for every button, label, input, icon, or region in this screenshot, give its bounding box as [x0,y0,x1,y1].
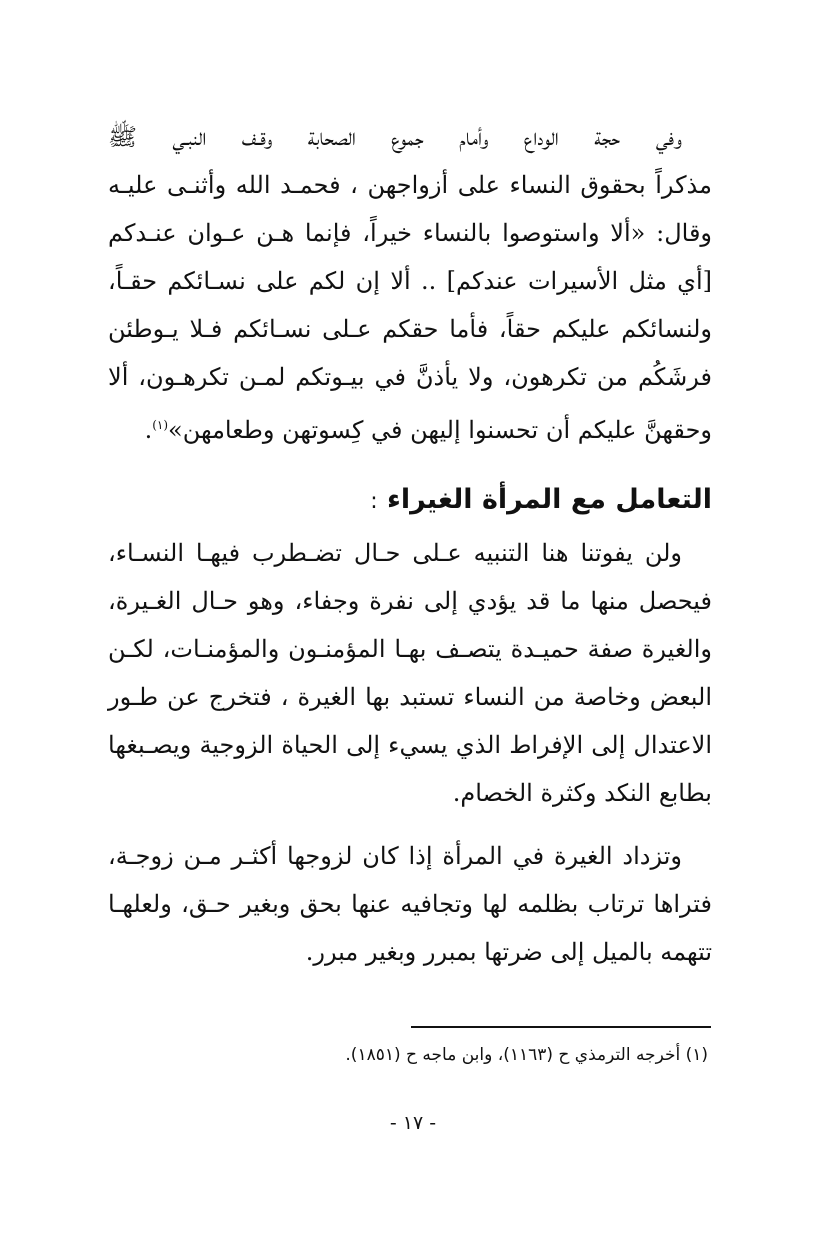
paragraph-line: وفي حجة الوداع وأمام جموع الصحابة وقـف النبـي ﷺ [108,123,682,151]
paragraph-line: الاعتدال إلى الإفراط الذي يسيء إلى الحياة الزوجية ويصـبغها [108,731,712,759]
paragraph-line: [أي مثل الأسيرات عندكم] .. ألا إن لكم على نسـائكم حقـاً، [108,267,712,295]
paragraph-line-last [108,401,712,449]
paragraph-line: وتزداد الغيرة في المرأة إذا كان لزوجها أكثـر مـن زوجـة، [108,842,682,870]
paragraph-line: فرشَكُم من تكرهون، ولا يأذنَّ في بيـوتكم لمـن تكرهـون، ألا [108,363,712,391]
paragraph-line: والغيرة صفة حميـدة يتصـف بهـا المؤمنـون والمؤمنـات، لكـن [108,635,712,663]
paragraph-line: بطابع النكد وكثرة الخصام. [452,779,712,807]
section-heading [108,478,712,524]
footnote-marker: (١) [152,418,169,432]
paragraph-jealousy-increase [108,832,712,976]
paragraph-line: تتهمه بالميل إلى ضرتها بمبرر وبغير مبرر. [305,938,712,966]
paragraph-line: فيحصل منها ما قد يؤدي إلى نفرة وجفاء، وهو حـال الغـيرة، [108,587,712,615]
paragraph-line: وقال: «ألا واستوصوا بالنساء خيراً، فإنما هـن عـوان عنـدكم [108,219,712,247]
paragraph-farewell-sermon [108,113,712,449]
paragraph-jealousy-intro [108,529,712,817]
sentence-end-mark: . [144,416,153,444]
paragraph-line: البعض وخاصة من النساء تستبد بها الغيرة ، فتخرج عن طـور [108,683,712,711]
paragraph-line: مذكراً بحقوق النساء على أزواجهن ، فحمـد الله وأثنـى عليـه [108,171,712,199]
paragraph-line: فتراها ترتاب بظلمه لها وتجافيه عنها بحق وبغير حـق، ولعلهـا [108,890,712,918]
paragraph-line-text: وحقهنَّ عليكم أن تحسنوا إليهن في كِسوتهن وطعامهن» [168,416,712,444]
paragraph-line: ولن يفوتنا هنا التنبيه عـلى حـال تضـطرب فيهـا النسـاء، [108,539,682,567]
paragraph-line: ولنسائكم عليكم حقاً، فأما حقكم عـلى نسـائكم فـلا يـوطئن [108,315,712,343]
footnote: (١) أخرجه الترمذي ح (١١٦٣)، وابن ماجه ح (١٨٥١). [345,1045,708,1065]
section-heading-title: التعامل مع المرأة الغيراء [387,484,712,515]
section-heading-colon: : [370,489,378,514]
footnote-divider [411,1026,711,1028]
page-number: - ١٧ - [389,1112,437,1134]
